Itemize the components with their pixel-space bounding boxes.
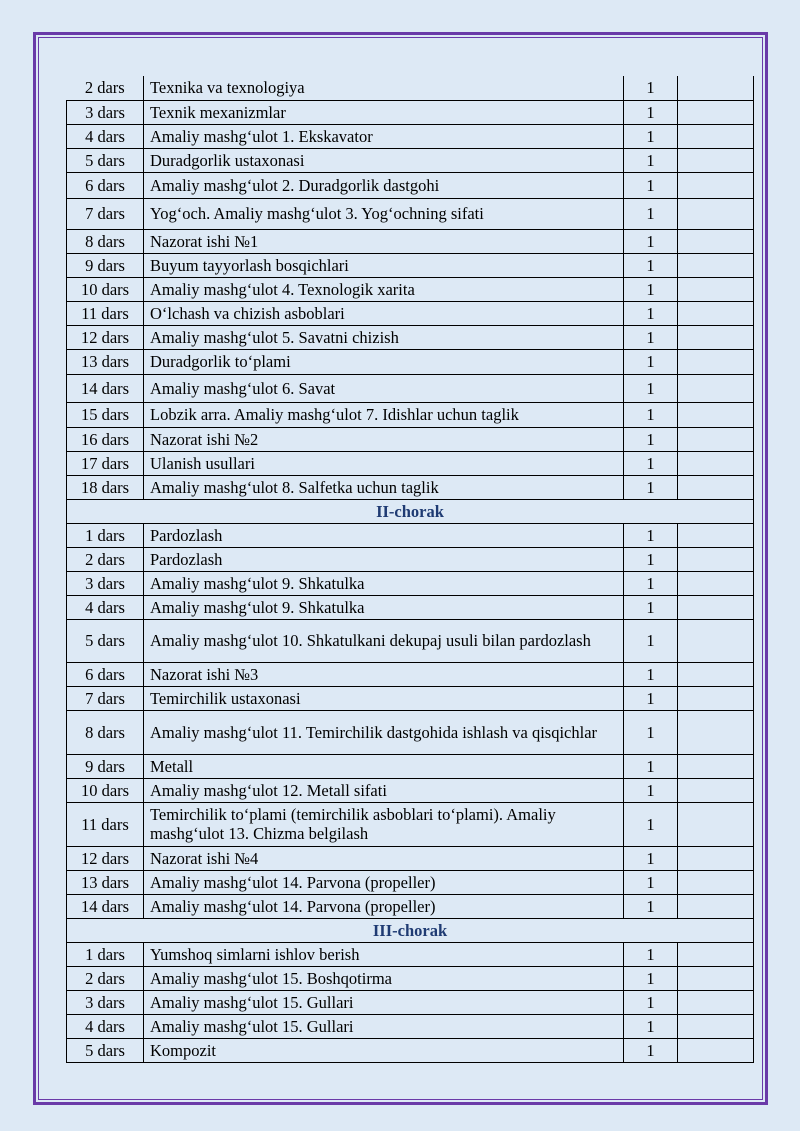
- lesson-number: 11 dars: [67, 301, 144, 325]
- table-row: [67, 778, 754, 802]
- lesson-number: 3 dars: [67, 571, 144, 595]
- lesson-topic: Lobzik arra. Amaliy mashg‘ulot 7. Idishlar uchun taglik: [144, 402, 624, 427]
- table-row: [67, 990, 754, 1014]
- lesson-topic: Nazorat ishi №4: [144, 846, 624, 870]
- lesson-number: 12 dars: [67, 325, 144, 349]
- lesson-date: [678, 942, 754, 966]
- lesson-date: [678, 595, 754, 619]
- lesson-topic: Duradgorlik to‘plami: [144, 349, 624, 374]
- table-row: [67, 595, 754, 619]
- lesson-date: [678, 1014, 754, 1038]
- table-row: [67, 229, 754, 253]
- lesson-plan-body: [67, 76, 754, 1062]
- table-row: [67, 870, 754, 894]
- table-row: [67, 349, 754, 374]
- lesson-hours: 1: [624, 595, 678, 619]
- table-row: [67, 124, 754, 148]
- table-row: [67, 662, 754, 686]
- lesson-topic: Yumshoq simlarni ishlov berish: [144, 942, 624, 966]
- lesson-number: 17 dars: [67, 451, 144, 475]
- table-row: [67, 172, 754, 198]
- lesson-hours: 1: [624, 124, 678, 148]
- lesson-topic: Texnika va texnologiya: [144, 76, 624, 100]
- lesson-topic: Amaliy mashg‘ulot 15. Gullari: [144, 1014, 624, 1038]
- table-row: [67, 427, 754, 451]
- lesson-date: [678, 124, 754, 148]
- lesson-hours: 1: [624, 475, 678, 499]
- lesson-number: 4 dars: [67, 124, 144, 148]
- table-row: [67, 710, 754, 754]
- table-row: [67, 942, 754, 966]
- lesson-number: 2 dars: [67, 547, 144, 571]
- lesson-number: 6 dars: [67, 662, 144, 686]
- lesson-date: [678, 277, 754, 301]
- lesson-hours: 1: [624, 198, 678, 229]
- lesson-number: 11 dars: [67, 802, 144, 846]
- lesson-number: 5 dars: [67, 1038, 144, 1062]
- quarter-heading: III-chorak: [67, 918, 754, 942]
- lesson-number: 2 dars: [67, 966, 144, 990]
- lesson-topic: Temirchilik to‘plami (temirchilik asboblari to‘plami). Amaliy mashg‘ulot 13. Chizma belgilash: [144, 802, 624, 846]
- table-row: [67, 619, 754, 662]
- table-row: [67, 198, 754, 229]
- lesson-hours: 1: [624, 846, 678, 870]
- lesson-hours: 1: [624, 374, 678, 402]
- lesson-topic: Nazorat ishi №2: [144, 427, 624, 451]
- lesson-topic: Amaliy mashg‘ulot 14. Parvona (propeller): [144, 894, 624, 918]
- lesson-topic: Metall: [144, 754, 624, 778]
- lesson-date: [678, 172, 754, 198]
- table-row: [67, 475, 754, 499]
- lesson-hours: 1: [624, 100, 678, 124]
- lesson-number: 13 dars: [67, 870, 144, 894]
- lesson-hours: 1: [624, 253, 678, 277]
- table-row: [67, 148, 754, 172]
- lesson-number: 4 dars: [67, 1014, 144, 1038]
- lesson-topic: Amaliy mashg‘ulot 1. Ekskavator: [144, 124, 624, 148]
- lesson-date: [678, 374, 754, 402]
- lesson-number: 10 dars: [67, 778, 144, 802]
- lesson-hours: 1: [624, 547, 678, 571]
- lesson-hours: 1: [624, 778, 678, 802]
- lesson-date: [678, 325, 754, 349]
- lesson-hours: 1: [624, 802, 678, 846]
- table-row: [67, 1014, 754, 1038]
- table-row: [67, 277, 754, 301]
- lesson-topic: Amaliy mashg‘ulot 11. Temirchilik dastgohida ishlash va qisqichlar: [144, 710, 624, 754]
- lesson-date: [678, 802, 754, 846]
- lesson-number: 9 dars: [67, 253, 144, 277]
- lesson-topic: Pardozlash: [144, 523, 624, 547]
- lesson-number: 16 dars: [67, 427, 144, 451]
- lesson-topic: Ulanish usullari: [144, 451, 624, 475]
- lesson-date: [678, 451, 754, 475]
- lesson-topic: Yog‘och. Amaliy mashg‘ulot 3. Yog‘ochning sifati: [144, 198, 624, 229]
- lesson-hours: 1: [624, 662, 678, 686]
- table-row: [67, 374, 754, 402]
- lesson-number: 5 dars: [67, 148, 144, 172]
- lesson-topic: Pardozlash: [144, 547, 624, 571]
- lesson-date: [678, 349, 754, 374]
- lesson-date: [678, 619, 754, 662]
- lesson-hours: 1: [624, 990, 678, 1014]
- table-row: [67, 100, 754, 124]
- lesson-number: 8 dars: [67, 229, 144, 253]
- lesson-topic: Buyum tayyorlash bosqichlari: [144, 253, 624, 277]
- lesson-number: 4 dars: [67, 595, 144, 619]
- lesson-date: [678, 100, 754, 124]
- lesson-date: [678, 686, 754, 710]
- lesson-hours: 1: [624, 571, 678, 595]
- lesson-hours: 1: [624, 870, 678, 894]
- lesson-number: 13 dars: [67, 349, 144, 374]
- lesson-plan-table: [66, 76, 754, 1063]
- lesson-date: [678, 523, 754, 547]
- lesson-topic: Amaliy mashg‘ulot 5. Savatni chizish: [144, 325, 624, 349]
- lesson-date: [678, 710, 754, 754]
- lesson-hours: 1: [624, 523, 678, 547]
- lesson-topic: Amaliy mashg‘ulot 10. Shkatulkani dekupaj usuli bilan pardozlash: [144, 619, 624, 662]
- lesson-topic: Kompozit: [144, 1038, 624, 1062]
- lesson-topic: Amaliy mashg‘ulot 15. Gullari: [144, 990, 624, 1014]
- quarter-heading-row: [67, 499, 754, 523]
- lesson-number: 1 dars: [67, 523, 144, 547]
- lesson-topic: Amaliy mashg‘ulot 9. Shkatulka: [144, 595, 624, 619]
- lesson-number: 7 dars: [67, 198, 144, 229]
- lesson-date: [678, 427, 754, 451]
- lesson-number: 3 dars: [67, 990, 144, 1014]
- table-row: [67, 547, 754, 571]
- lesson-date: [678, 870, 754, 894]
- table-row: [67, 76, 754, 100]
- lesson-date: [678, 1038, 754, 1062]
- lesson-number: 12 dars: [67, 846, 144, 870]
- lesson-hours: 1: [624, 325, 678, 349]
- table-row: [67, 1038, 754, 1062]
- lesson-date: [678, 475, 754, 499]
- lesson-hours: 1: [624, 451, 678, 475]
- table-row: [67, 802, 754, 846]
- lesson-date: [678, 198, 754, 229]
- lesson-number: 2 dars: [67, 76, 144, 100]
- lesson-number: 8 dars: [67, 710, 144, 754]
- lesson-hours: 1: [624, 301, 678, 325]
- lesson-topic: Temirchilik ustaxonasi: [144, 686, 624, 710]
- table-row: [67, 894, 754, 918]
- lesson-number: 10 dars: [67, 277, 144, 301]
- lesson-hours: 1: [624, 427, 678, 451]
- lesson-topic: O‘lchash va chizish asboblari: [144, 301, 624, 325]
- lesson-topic: Amaliy mashg‘ulot 6. Savat: [144, 374, 624, 402]
- lesson-date: [678, 662, 754, 686]
- lesson-number: 6 dars: [67, 172, 144, 198]
- lesson-date: [678, 966, 754, 990]
- table-row: [67, 754, 754, 778]
- lesson-hours: 1: [624, 148, 678, 172]
- table-row: [67, 571, 754, 595]
- lesson-topic: Amaliy mashg‘ulot 2. Duradgorlik dastgohi: [144, 172, 624, 198]
- lesson-number: 18 dars: [67, 475, 144, 499]
- lesson-topic: Amaliy mashg‘ulot 14. Parvona (propeller): [144, 870, 624, 894]
- lesson-number: 7 dars: [67, 686, 144, 710]
- lesson-number: 14 dars: [67, 894, 144, 918]
- lesson-date: [678, 894, 754, 918]
- table-row: [67, 301, 754, 325]
- lesson-hours: 1: [624, 754, 678, 778]
- lesson-date: [678, 76, 754, 100]
- lesson-number: 15 dars: [67, 402, 144, 427]
- lesson-number: 9 dars: [67, 754, 144, 778]
- lesson-date: [678, 301, 754, 325]
- lesson-number: 3 dars: [67, 100, 144, 124]
- lesson-date: [678, 253, 754, 277]
- lesson-topic: Duradgorlik ustaxonasi: [144, 148, 624, 172]
- lesson-topic: Amaliy mashg‘ulot 15. Boshqotirma: [144, 966, 624, 990]
- lesson-hours: 1: [624, 277, 678, 301]
- lesson-hours: 1: [624, 1038, 678, 1062]
- lesson-hours: 1: [624, 942, 678, 966]
- table-row: [67, 253, 754, 277]
- lesson-date: [678, 148, 754, 172]
- lesson-date: [678, 547, 754, 571]
- lesson-topic: Nazorat ishi №3: [144, 662, 624, 686]
- lesson-date: [678, 571, 754, 595]
- lesson-hours: 1: [624, 686, 678, 710]
- lesson-date: [678, 402, 754, 427]
- lesson-topic: Texnik mexanizmlar: [144, 100, 624, 124]
- table-row: [67, 523, 754, 547]
- table-row: [67, 846, 754, 870]
- lesson-hours: 1: [624, 710, 678, 754]
- lesson-date: [678, 229, 754, 253]
- lesson-topic: Amaliy mashg‘ulot 9. Shkatulka: [144, 571, 624, 595]
- lesson-hours: 1: [624, 402, 678, 427]
- lesson-hours: 1: [624, 229, 678, 253]
- lesson-number: 1 dars: [67, 942, 144, 966]
- lesson-topic: Amaliy mashg‘ulot 4. Texnologik xarita: [144, 277, 624, 301]
- lesson-topic: Amaliy mashg‘ulot 8. Salfetka uchun taglik: [144, 475, 624, 499]
- quarter-heading-row: [67, 918, 754, 942]
- lesson-hours: 1: [624, 966, 678, 990]
- lesson-hours: 1: [624, 619, 678, 662]
- lesson-date: [678, 990, 754, 1014]
- lesson-date: [678, 754, 754, 778]
- lesson-date: [678, 778, 754, 802]
- table-row: [67, 325, 754, 349]
- lesson-topic: Nazorat ishi №1: [144, 229, 624, 253]
- lesson-hours: 1: [624, 349, 678, 374]
- table-row: [67, 686, 754, 710]
- table-row: [67, 966, 754, 990]
- table-row: [67, 402, 754, 427]
- lesson-hours: 1: [624, 172, 678, 198]
- lesson-number: 14 dars: [67, 374, 144, 402]
- table-row: [67, 451, 754, 475]
- lesson-hours: 1: [624, 894, 678, 918]
- lesson-number: 5 dars: [67, 619, 144, 662]
- lesson-date: [678, 846, 754, 870]
- quarter-heading: II-chorak: [67, 499, 754, 523]
- lesson-hours: 1: [624, 76, 678, 100]
- lesson-hours: 1: [624, 1014, 678, 1038]
- lesson-topic: Amaliy mashg‘ulot 12. Metall sifati: [144, 778, 624, 802]
